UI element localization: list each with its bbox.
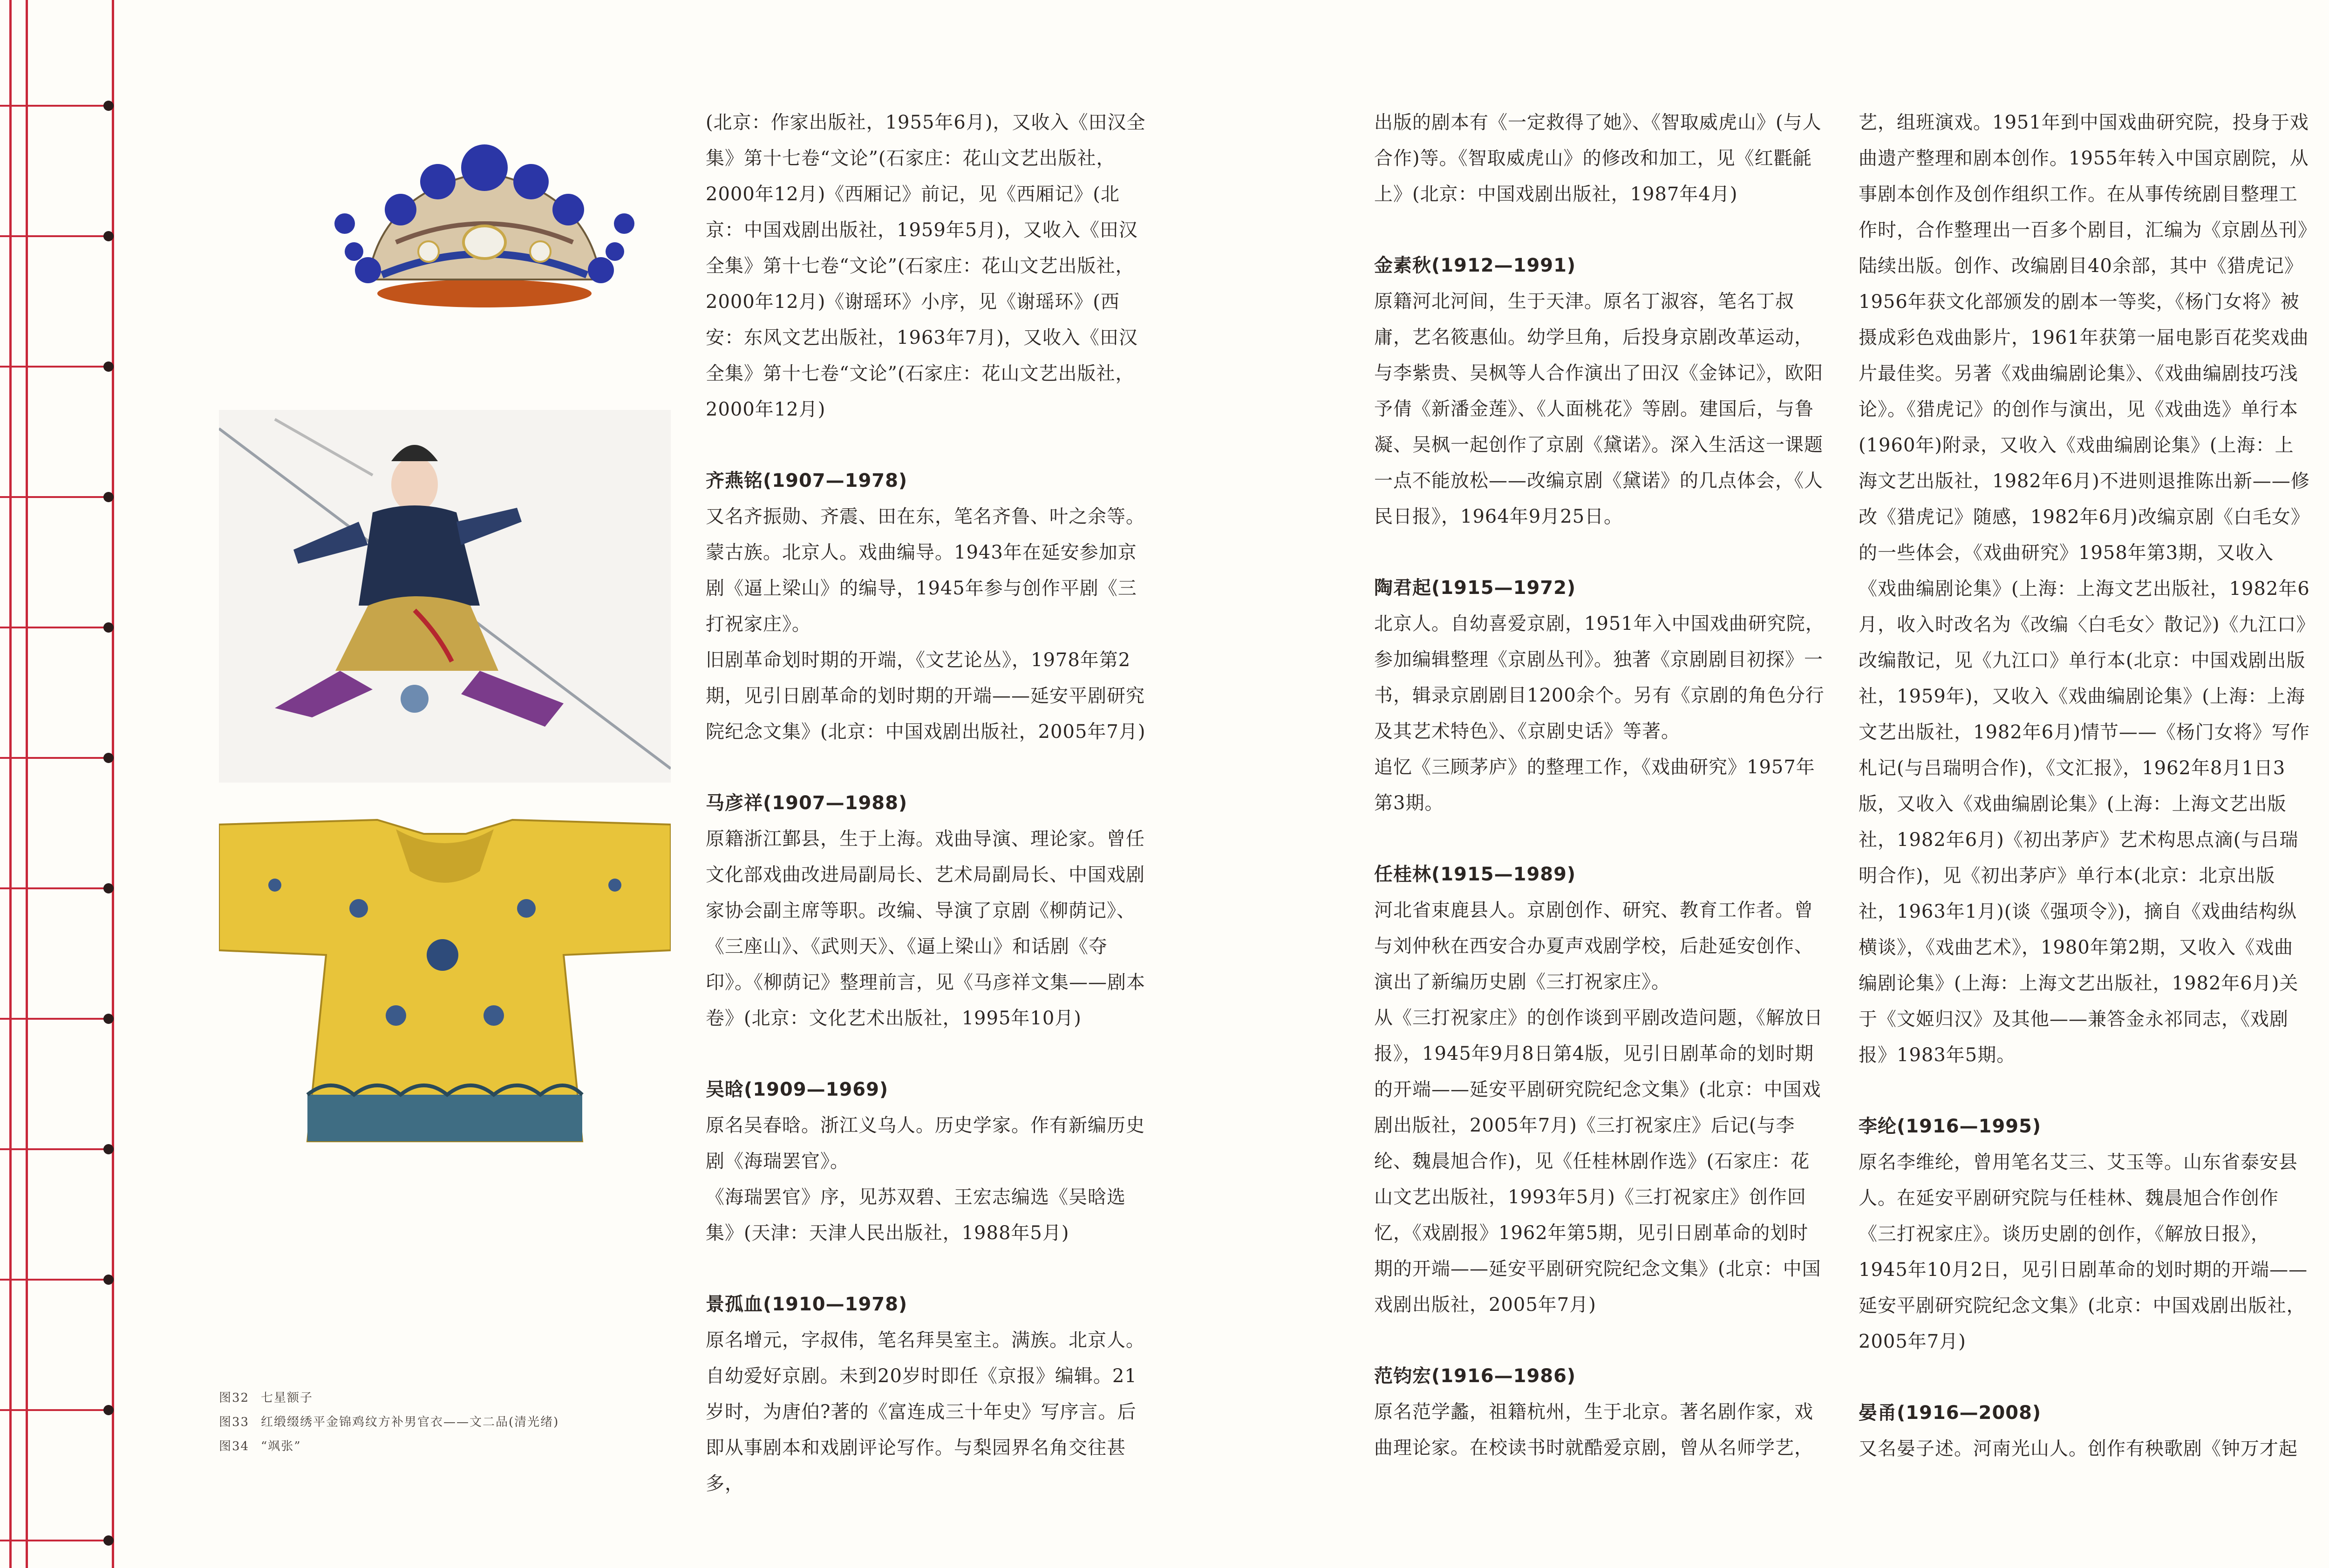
binding-stitch	[103, 1535, 114, 1546]
entry-paragraph: 出版的剧本有《一定救得了她》、《智取威虎山》(与人合作)等。《智取威虎山》的修改和加工，见《红氍毹上》(北京：中国戏剧出版社，1987年4月)	[1374, 112, 1822, 205]
binding-tick	[0, 1148, 114, 1150]
biography-entry	[706, 1072, 1153, 1251]
caption: 图32 七星额子	[219, 1391, 313, 1405]
binding-stitch	[103, 361, 114, 372]
biography-entry	[706, 1287, 1153, 1502]
text-column-1	[706, 105, 1153, 1502]
binding-stitch	[103, 1014, 114, 1024]
binding-tick	[0, 627, 114, 628]
biography-entry	[1374, 248, 1826, 535]
entry-name: 任桂林(1915—1989)	[1374, 864, 1576, 885]
biography-entry	[706, 785, 1153, 1036]
entry-name: 李纶(1916—1995)	[1859, 1116, 2042, 1137]
entry-name: 齐燕铭(1907—1978)	[706, 470, 908, 491]
binding-tick	[0, 1540, 114, 1541]
entry-paragraph: 原名李维纶，曾用笔名艾三、艾玉等。山东省泰安县人。在延安平剧研究院与任桂林、魏晨旭合作创作《三打祝家庄》。谈历史剧的创作，《解放日报》，1945年10月2日，见引日剧革命的划时期的开端——延安平剧研究院纪念文集》(北京：中国戏剧出版社，2005年7月)	[1859, 1152, 2308, 1352]
entry-name: 马彦祥(1907—1988)	[706, 792, 908, 814]
binding-tick	[0, 105, 114, 107]
figure-captions	[219, 1386, 559, 1459]
binding-stitch	[103, 622, 114, 633]
official-robe-image	[219, 815, 671, 1151]
text-column-2	[1374, 105, 1826, 1466]
biography-entry	[1374, 105, 1826, 212]
biography-entry	[1374, 857, 1826, 1323]
entry-paragraph: 原籍浙江鄞县，生于上海。戏曲导演、理论家。曾任文化部戏曲改进局副局长、艺术局副局长、中国戏剧家协会副主席等职。改编、导演了京剧《柳荫记》、《三座山》、《武则天》、《逼上梁山》和话剧《夺印》。《柳荫记》整理前言，见《马彦祥文集——剧本卷》(北京：文化艺术出版社，1995年10月)	[706, 828, 1145, 1029]
binding-tick	[0, 496, 114, 498]
entry-paragraph: (北京：作家出版社，1955年6月)，又收入《田汉全集》第十七卷“文论”(石家庄：花山文艺出版社，2000年12月)《西厢记》前记，见《西厢记》(北京：中国戏剧出版社，1959年5月)，又收入《田汉全集》第十七卷“文论”(石家庄：花山文艺出版社，2000年12月)《谢瑶环》小序，见《谢瑶环》(西安：东风文艺出版社，1963年7月)，又收入《田汉全集》第十七卷“文论”(石家庄：花山文艺出版社，2000年12月)	[706, 112, 1146, 420]
entry-name: 金素秋(1912—1991)	[1374, 255, 1576, 276]
biography-entry	[706, 105, 1153, 428]
entry-paragraph: 原籍河北河间，生于天津。原名丁淑容，笔名丁叔庸，艺名筱惠仙。幼学旦角，后投身京剧改革运动，与李紫贵、吴枫等人合作演出了田汉《金钵记》，欧阳予倩《新潘金莲》、《人面桃花》等剧。建国后，与鲁凝、吴枫一起创作了京剧《黛诺》。深入生活这一课题一点不能放松——改编京剧《黛诺》的几点体会，《人民日报》，1964年9月25日。	[1374, 291, 1823, 527]
biography-entry	[1859, 1109, 2310, 1360]
biography-entry	[706, 463, 1153, 750]
binding-tick	[0, 1279, 114, 1281]
binding-stitch	[103, 492, 114, 502]
binding-tick	[0, 1018, 114, 1020]
entry-name: 景孤血(1910—1978)	[706, 1294, 908, 1315]
entry-paragraph: 艺，组班演戏。1951年到中国戏曲研究院，投身于戏曲遗产整理和剧本创作。1955年转入中国京剧院，从事剧本创作及创作组织工作。在从事传统剧目整理工作时，合作整理出一百多个剧目，汇编为《京剧丛刊》陆续出版。创作、改编剧目40余部，其中《猎虎记》1956年获文化部颁发的剧本一等奖，《杨门女将》被摄成彩色戏曲影片，1961年获第一届电影百花奖戏曲片最佳奖。另著《戏曲编剧论集》、《戏曲编剧技巧浅论》。《猎虎记》的创作与演出，见《戏曲选》单行本(1960年)附录，又收入《戏曲编剧论集》(上海：上海文艺出版社，1982年6月)不进则退推陈出新——修改《猎虎记》随感，1982年6月)改编京剧《白毛女》的一些体会，《戏曲研究》1958年第3期，又收入《戏曲编剧论集》(上海：上海文艺出版社，1982年6月，收入时改名为《改编〈白毛女〉散记》)《九江口》改编散记，见《九江口》单行本(北京：中国戏剧出版社，1959年)，又收入《戏曲编剧论集》(上海：上海文艺出版社，1982年6月)情节——《杨门女将》写作札记(与吕瑞明合作)，《文汇报》，1962年8月1日3版，又收入《戏曲编剧论集》(上海：上海文艺出版社，1982年6月)《初出茅庐》艺术构思点滴(与吕瑞明合作)，见《初出茅庐》单行本(北京：北京出版社，1963年1月)(谈《强项令》)，摘自《戏曲结构纵横谈》，《戏曲艺术》，1980年第2期，又收入《戏曲编剧论集》(上海：上海文艺出版社，1982年6月)关于《文姬归汉》及其他——兼答金永祁同志，《戏剧报》1983年5期。	[1859, 112, 2310, 1066]
entry-paragraph: 又名齐振勋、齐震、田在东，笔名齐鲁、叶之余等。蒙古族。北京人。戏曲编导。1943年在延安参加京剧《逼上梁山》的编导，1945年参与创作平剧《三打祝家庄》。	[706, 506, 1145, 635]
entry-paragraph: 原名吴春晗。浙江义乌人。历史学家。作有新编历史剧《海瑞罢官》。	[706, 1115, 1145, 1172]
entry-paragraph: 又名晏子述。河南光山人。创作有秧歌剧《钟万才起	[1859, 1438, 2298, 1459]
entry-paragraph: 追忆《三顾茅庐》的整理工作，《戏曲研究》1957年第3期。	[1374, 757, 1815, 814]
warrior-dancer-painting-image	[219, 410, 671, 783]
entry-name: 陶君起(1915—1972)	[1374, 577, 1576, 599]
entry-paragraph: 从《三打祝家庄》的创作谈到平剧改造问题，《解放日报》，1945年9月8日第4版，见引日剧革命的划时期的开端——延安平剧研究院纪念文集》(北京：中国戏剧出版社，2005年7月)《三打祝家庄》后记(与李纶、魏晨旭合作)，见《任桂林剧作选》(石家庄：花山文艺出版社，1993年5月)《三打祝家庄》创作回忆，《戏剧报》1962年第5期，见引日剧革命的划时期的开端——延安平剧研究院纪念文集》(北京：中国戏剧出版社，2005年7月)	[1374, 1007, 1823, 1316]
binding-tick	[0, 366, 114, 368]
binding-stitch	[103, 231, 114, 241]
entry-paragraph: 旧剧革命划时期的开端，《文艺论丛》，1978年第2期，见引日剧革命的划时期的开端——延安平剧研究院纪念文集》(北京：中国戏剧出版社，2005年7月)	[706, 649, 1146, 743]
binding-stitch	[103, 753, 114, 763]
biography-entry	[1859, 1395, 2310, 1467]
biography-entry	[1374, 1358, 1826, 1466]
binding-stitch	[103, 101, 114, 111]
entry-name: 范钧宏(1916—1986)	[1374, 1365, 1576, 1387]
entry-paragraph: 原名增元，字叔伟，笔名拜昊室主。满族。北京人。自幼爱好京剧。未到20岁时即任《京报》编辑。21岁时，为唐伯?著的《富连成三十年史》写序言。后即从事剧本和戏剧评论写作。与梨园界名角交往甚多，	[706, 1329, 1145, 1494]
biography-entry	[1859, 105, 2310, 1073]
binding-stitch	[103, 1405, 114, 1415]
binding-tick	[0, 757, 114, 759]
entry-paragraph: 原名范学蠡，祖籍杭州，生于北京。著名剧作家，戏曲理论家。在校读书时就酷爱京剧，曾从名师学艺，	[1374, 1401, 1813, 1459]
entry-name: 吴晗(1909—1969)	[706, 1079, 889, 1100]
entry-name: 晏甬(1916—2008)	[1859, 1402, 2042, 1424]
biography-entry	[1374, 570, 1826, 821]
entry-paragraph: 《海瑞罢官》序，见苏双碧、王宏志编选《吴晗选集》(天津：天津人民出版社，1988年5月)	[706, 1186, 1126, 1244]
text-column-3	[1859, 105, 2310, 1467]
binding-tick	[0, 887, 114, 889]
binding-stitch	[103, 1144, 114, 1154]
entry-paragraph: 河北省束鹿县人。京剧创作、研究、教育工作者。曾与刘仲秋在西安合办夏声戏剧学校，后赴延安创作、演出了新编历史剧《三打祝家庄》。	[1374, 900, 1813, 993]
binding-stitch	[103, 883, 114, 893]
seven-star-headdress-image	[289, 140, 680, 307]
binding-tick	[0, 235, 114, 237]
caption: 图33 红缎缀绣平金锦鸡纹方补男官衣——文二品(清光绪)	[219, 1415, 559, 1429]
binding-tick	[0, 1409, 114, 1411]
entry-paragraph: 北京人。自幼喜爱京剧，1951年入中国戏曲研究院，参加编辑整理《京剧丛刊》。独著《京剧剧目初探》一书，辑录京剧剧目1200余个。另有《京剧的角色分行及其艺术特色》、《京剧史话》等著。	[1374, 613, 1825, 742]
binding-stitch	[103, 1275, 114, 1285]
caption: 图34 “飒张”	[219, 1439, 301, 1453]
